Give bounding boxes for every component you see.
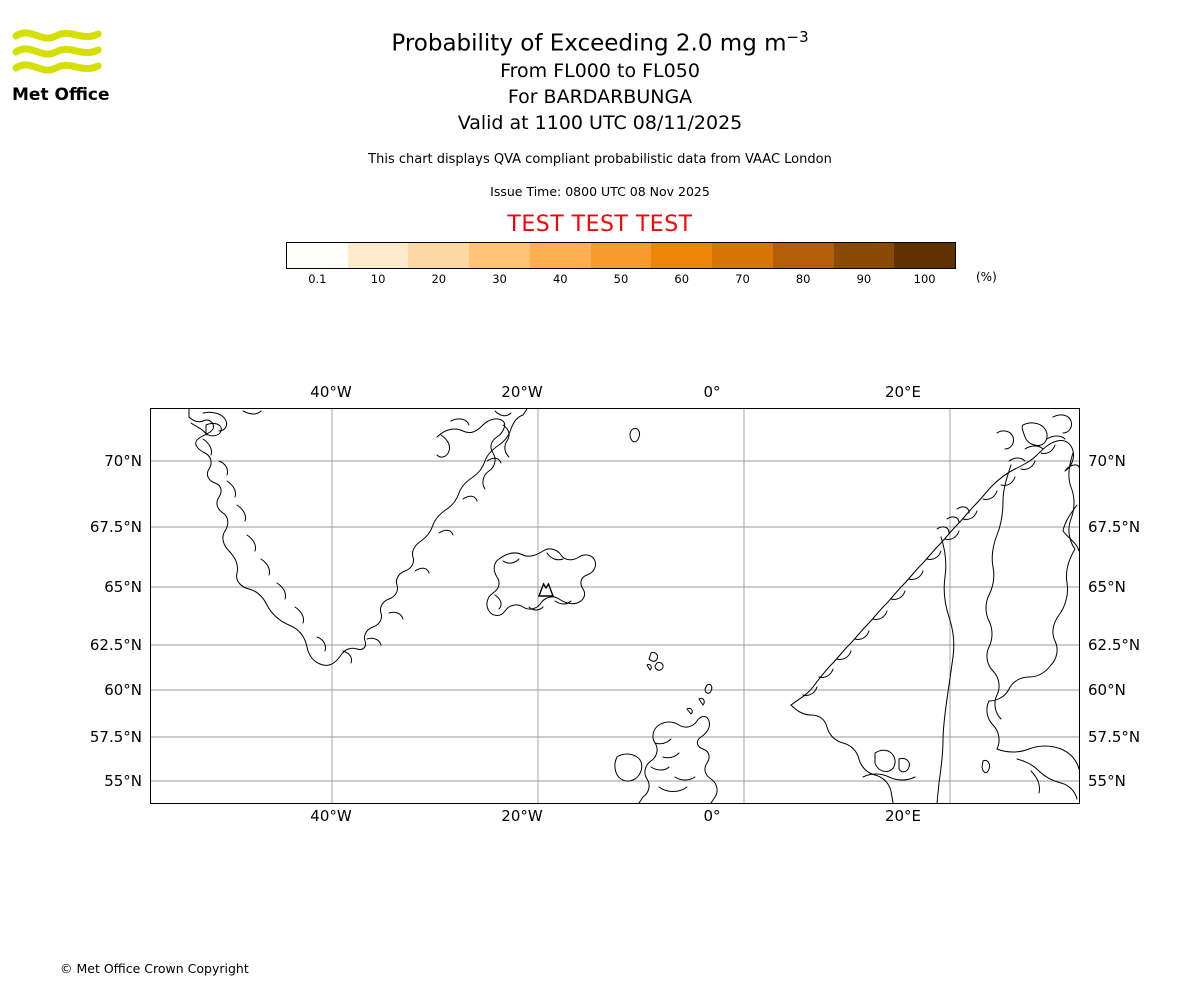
colorbar-cell-3 bbox=[469, 243, 530, 268]
lat-label-left-70: 70°N bbox=[104, 452, 142, 470]
colorbar-tick-70: 70 bbox=[735, 272, 750, 286]
colorbar-cell-5 bbox=[591, 243, 652, 268]
colorbar-cell-4 bbox=[530, 243, 591, 268]
lon-label-top-40w: 40°W bbox=[310, 383, 352, 401]
lon-label-bottom-0: 0° bbox=[703, 807, 721, 825]
colorbar-cell-10 bbox=[894, 243, 955, 268]
lat-label-right-65: 65°N bbox=[1088, 578, 1126, 596]
coastlines bbox=[189, 409, 1079, 803]
lat-label-right-70: 70°N bbox=[1088, 452, 1126, 470]
lon-label-bottom-20e: 20°E bbox=[884, 807, 922, 825]
met-office-logo-text: Met Office bbox=[12, 85, 110, 105]
copyright-notice: © Met Office Crown Copyright bbox=[60, 961, 249, 976]
title-block bbox=[0, 24, 1200, 238]
title-volcano: For BARDARBUNGA bbox=[507, 85, 693, 108]
lat-label-left-65: 65°N bbox=[104, 578, 142, 596]
colorbar-tick-20: 20 bbox=[431, 272, 447, 286]
colorbar-tick-90: 90 bbox=[856, 272, 872, 286]
colorbar-tick-40: 40 bbox=[552, 272, 568, 286]
colorbar-cell-1 bbox=[348, 243, 409, 268]
colorbar-tick-labels bbox=[286, 272, 956, 290]
map-canvas[interactable] bbox=[150, 408, 1080, 804]
qva-note: This chart displays QVA compliant probabilistic data from VAAC London bbox=[368, 151, 832, 167]
lat-label-right-62_5: 62.5°N bbox=[1088, 636, 1141, 654]
lat-label-left-57_5: 57.5°N bbox=[89, 728, 142, 746]
colorbar-tick-60: 60 bbox=[674, 272, 690, 286]
test-banner: TEST TEST TEST bbox=[507, 211, 693, 237]
page-title bbox=[0, 24, 1200, 58]
lat-label-right-67_5: 67.5°N bbox=[1088, 518, 1141, 536]
colorbar-cell-8 bbox=[773, 243, 834, 268]
page-title-exponent: −3 bbox=[786, 28, 809, 46]
lat-label-right-60: 60°N bbox=[1088, 681, 1126, 699]
lon-label-top-20w: 20°W bbox=[501, 383, 543, 401]
colorbar-cell-9 bbox=[834, 243, 895, 268]
colorbar-cell-7 bbox=[712, 243, 773, 268]
lon-label-top-20e: 20°E bbox=[884, 383, 922, 401]
lon-label-top-0: 0° bbox=[703, 383, 721, 401]
colorbar-tick-80: 80 bbox=[795, 272, 811, 286]
lat-label-left-62_5: 62.5°N bbox=[89, 636, 142, 654]
lat-label-left-60: 60°N bbox=[104, 681, 142, 699]
lat-label-left-55: 55°N bbox=[104, 772, 142, 790]
colorbar-tick-0.1: 0.1 bbox=[308, 272, 327, 286]
page-title-text: Probability of Exceeding 2.0 mg m bbox=[391, 30, 787, 57]
colorbar-tick-30: 30 bbox=[492, 272, 507, 286]
title-flight-levels: From FL000 to FL050 bbox=[500, 59, 700, 82]
colorbar-gradient bbox=[286, 242, 956, 269]
colorbar-cell-6 bbox=[651, 243, 712, 268]
issue-time: Issue Time: 0800 UTC 08 Nov 2025 bbox=[490, 183, 710, 199]
colorbar-unit-label: (%) bbox=[976, 270, 997, 284]
colorbar-tick-50: 50 bbox=[613, 272, 629, 286]
map-svg bbox=[151, 409, 1079, 803]
title-valid-time: Valid at 1100 UTC 08/11/2025 bbox=[457, 111, 743, 134]
volcano-icon bbox=[539, 584, 553, 596]
lat-label-left-67_5: 67.5°N bbox=[89, 518, 142, 536]
lon-label-bottom-20w: 20°W bbox=[501, 807, 543, 825]
colorbar-cell-2 bbox=[408, 243, 469, 268]
colorbar-tick-10: 10 bbox=[370, 272, 386, 286]
colorbar bbox=[286, 242, 954, 290]
colorbar-tick-100: 100 bbox=[913, 272, 936, 286]
lon-label-bottom-40w: 40°W bbox=[310, 807, 352, 825]
map-gridlines bbox=[151, 409, 1079, 803]
lat-label-right-57_5: 57.5°N bbox=[1088, 728, 1141, 746]
lat-label-right-55: 55°N bbox=[1088, 772, 1126, 790]
colorbar-cell-0 bbox=[287, 243, 348, 268]
